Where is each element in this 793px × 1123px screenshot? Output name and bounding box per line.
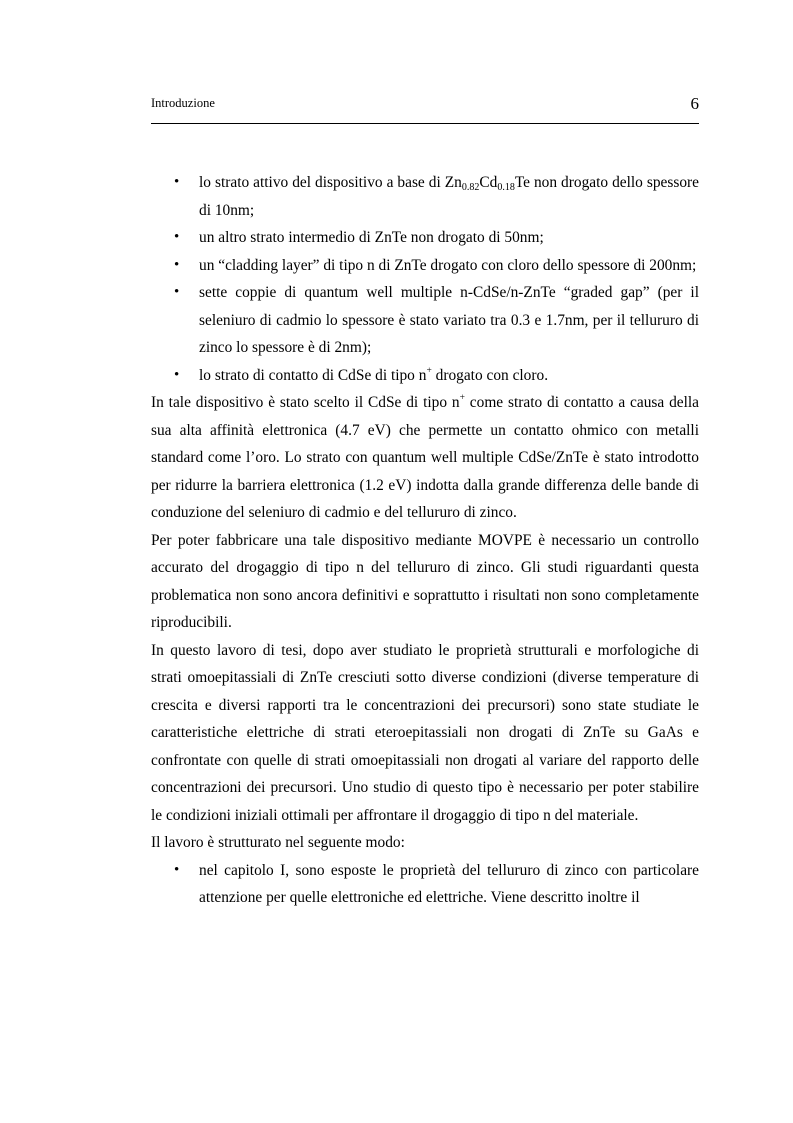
list-item [151,169,699,224]
bullet-icon: • [174,284,180,300]
text-run: In questo lavoro di tesi, dopo aver studiato le proprietà strutturali e morfologiche di strati omoepitassiali di ZnTe cresciuti sotto diverse condizioni (diverse temperature di crescita e diversi rapporti tra le concentrazioni dei precursori) sono state studiate le caratteristiche elettriche di strati eteroepitassiali non drogati di ZnTe su GaAs e confrontate con quelle di strati omoepitassiali non drogati al variare del rapporto delle concentrazioni dei precursori. Uno studio di questo tipo è necessario per poter stabilire le condizioni iniziali ottimali per affrontare il drogaggio di tipo n del materiale. [151,641,699,824]
list-item [151,279,699,362]
page-number: 6 [690,94,699,113]
bullet-list-layers [151,169,699,389]
paragraphs [151,389,699,857]
text-run: lo strato attivo del dispositivo a base di Zn [199,174,462,191]
text-run: nel capitolo I, sono esposte le proprietà del tellururo di zinco con particolare attenzione per quelle elettroniche ed elettriche. Viene descritto inoltre il [199,861,699,906]
paragraph [151,637,699,830]
bullet-icon: • [174,256,180,273]
text-run: sette coppie di quantum well multiple n-CdSe/n-ZnTe “graded gap” (per il seleniuro di cadmio lo spessore è stato variato tra 0.3 e 1.7nm, per il tellururo di zinco lo spessore è di 2nm); [199,284,699,356]
bullet-icon: • [174,861,180,878]
text-run: In tale dispositivo è stato scelto il CdSe di tipo n [151,394,460,411]
list-item [151,224,699,252]
text-run: Te non drogato dello spessore di 10nm; [199,174,699,219]
superscript: + [459,393,465,403]
bullet-icon: • [174,174,180,190]
bullet-icon: • [174,229,180,245]
text-run: un “cladding layer” di tipo n di ZnTe drogato con cloro dello spessore di 200nm; [199,256,697,274]
text-run: Cd [479,174,498,191]
list-item [151,252,699,280]
text-run: un altro strato intermedio di ZnTe non drogato di 50nm; [199,229,544,246]
text-run: lo strato di contatto di CdSe di tipo n [199,366,427,384]
superscript: + [426,365,432,376]
paragraph [151,527,699,637]
list-item [151,857,699,912]
running-header-title: Introduzione [151,96,215,110]
text-run: come strato di contatto a causa della sua alta affinità elettronica (4.7 eV) che permette un contatto ohmico con metalli standard come l’oro. Lo strato con quantum well multiple CdSe/ZnTe è stato introdotto per ridurre la barriera elettronica (1.2 eV) indotta dalla grande differenza delle bande di conduzione del seleniuro di cadmio e del tellururo di zinco. [151,394,699,521]
subscript: 0.82 [461,182,480,193]
list-item [151,362,699,390]
paragraph [151,829,699,857]
body-text [151,169,699,912]
text-run: Il lavoro è strutturato nel seguente modo: [151,834,405,851]
header-divider [151,123,699,124]
page-header [151,94,699,116]
bullet-icon: • [174,366,180,383]
subscript: 0.18 [497,182,515,193]
paragraph [151,389,699,527]
bullet-list-chapters [151,857,699,912]
text-run: Per poter fabbricare una tale dispositivo mediante MOVPE è necessario un controllo accurato del drogaggio di tipo n del tellururo di zinco. Gli studi riguardanti questa problematica non sono ancora definitivi e soprattutto i risultati non sono completamente riproducibili. [151,531,699,631]
text-run: drogato con cloro. [431,366,549,384]
